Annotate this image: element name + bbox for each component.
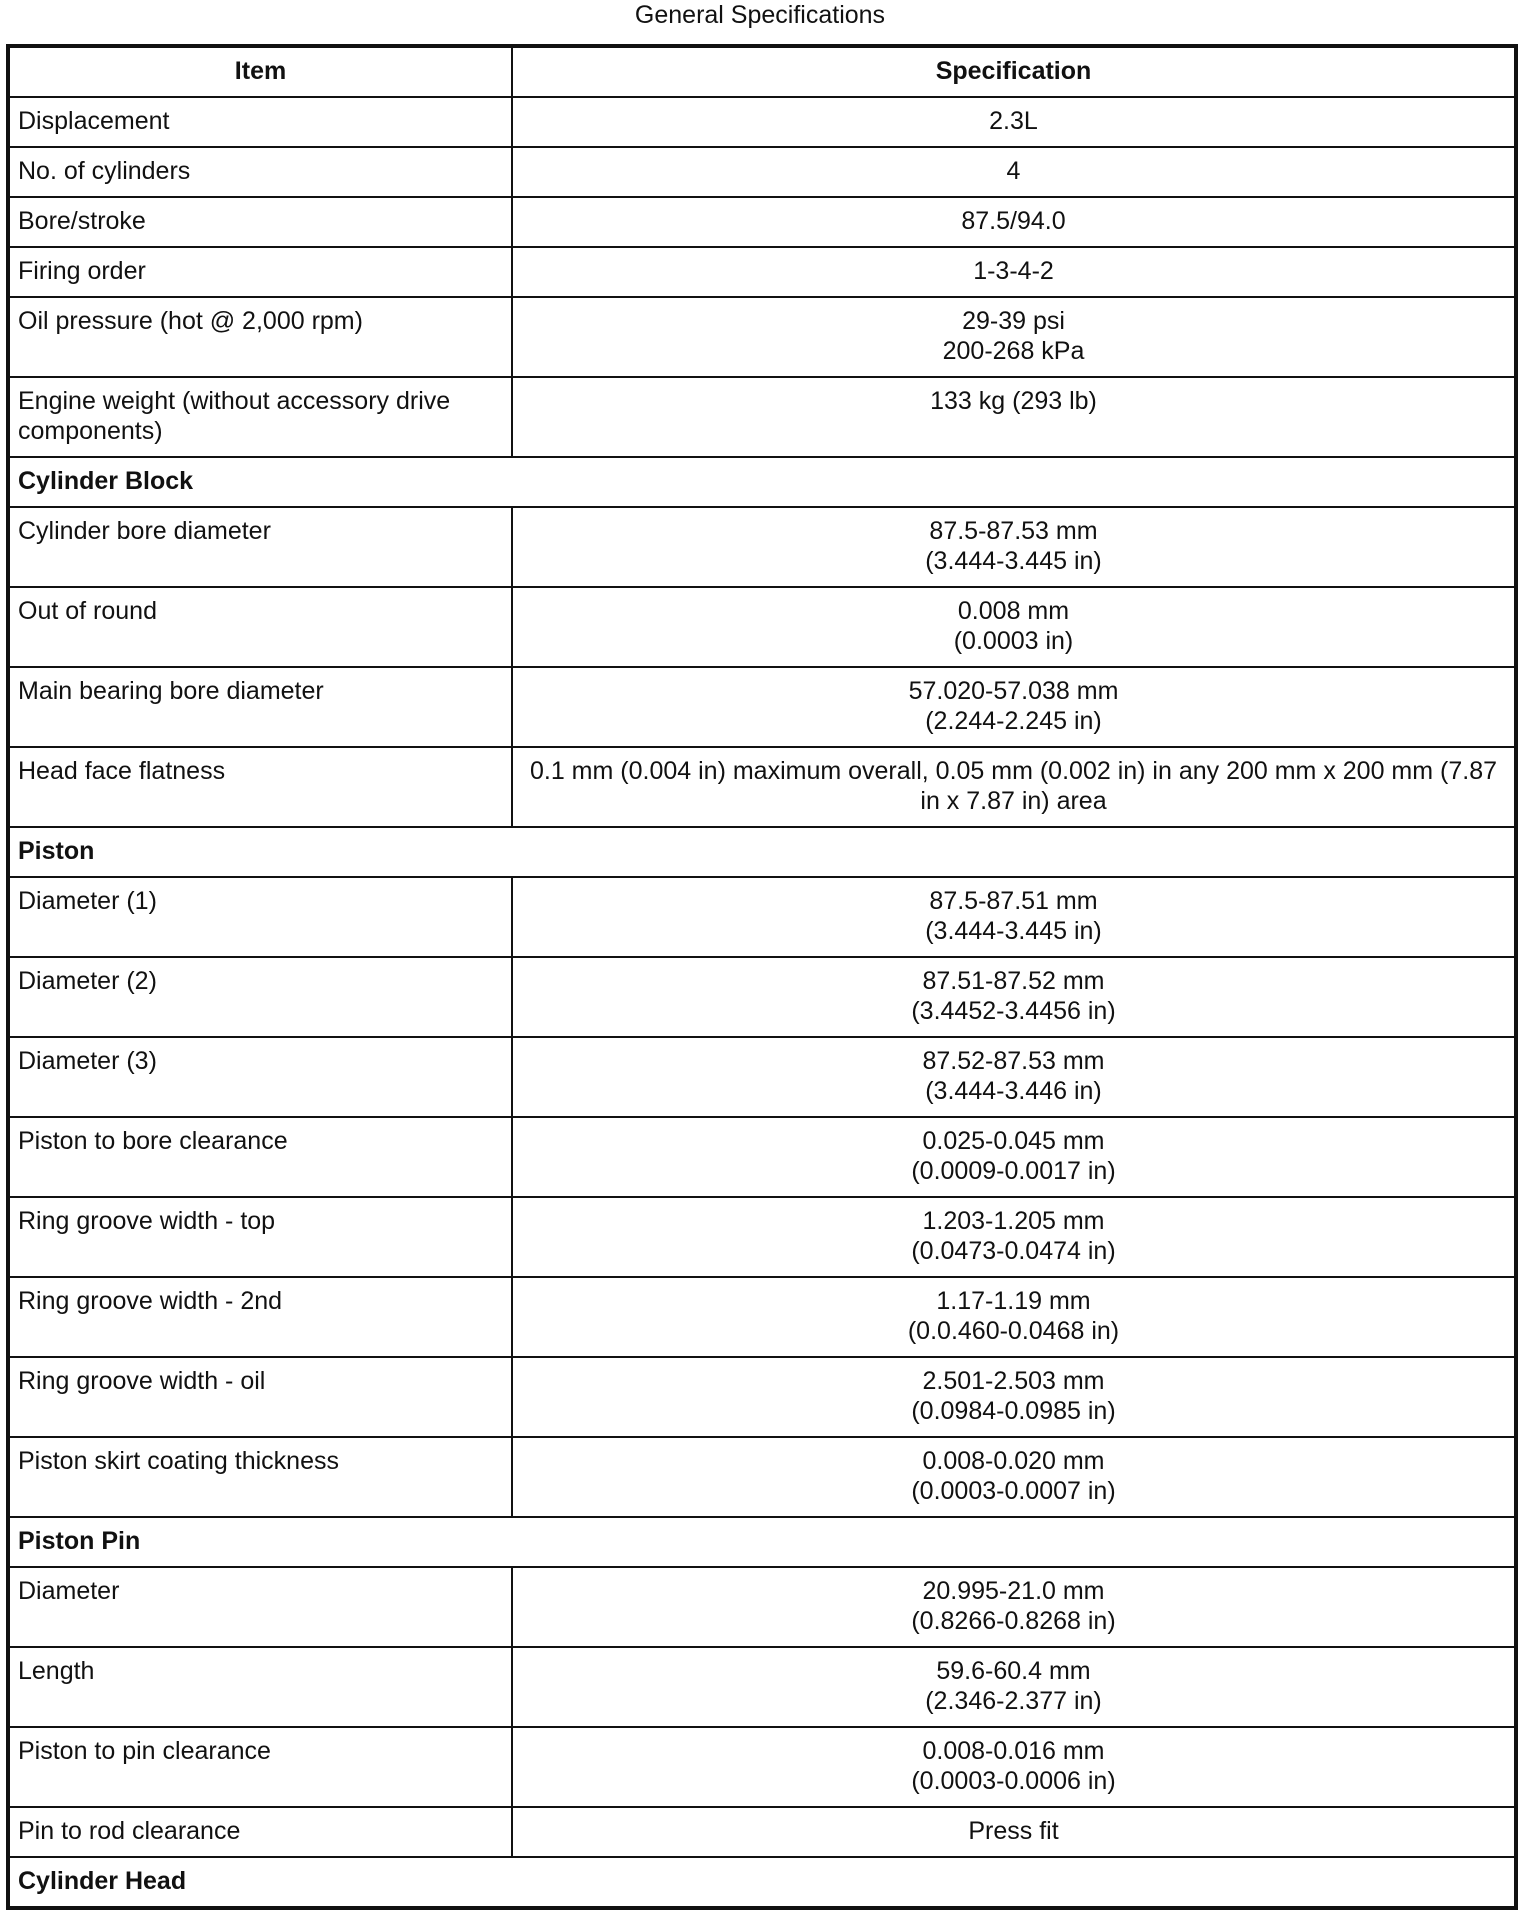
section-heading: Piston [8, 827, 1516, 877]
item-cell: Firing order [8, 247, 512, 297]
specification-cell [512, 1807, 1516, 1857]
table-row [8, 1807, 1516, 1857]
specification-line: 4 [1006, 157, 1021, 185]
specification-line: (2.346-2.377 in) [925, 1687, 1102, 1715]
specification-line: 1.17-1.19 mm [936, 1287, 1091, 1315]
item-cell: Length [8, 1647, 512, 1727]
table-row [8, 297, 1516, 377]
specification-cell [512, 1567, 1516, 1647]
table-row [8, 147, 1516, 197]
item-cell: Piston to pin clearance [8, 1727, 512, 1807]
specification-cell [512, 1727, 1516, 1807]
item-cell: Piston to bore clearance [8, 1117, 512, 1197]
specification-line: 1-3-4-2 [973, 257, 1054, 285]
table-row [8, 747, 1516, 827]
specification-line: 0.025-0.045 mm [922, 1127, 1105, 1155]
specification-cell [512, 297, 1516, 377]
specification-cell [512, 1277, 1516, 1357]
table-body [8, 97, 1516, 1908]
page-title: General Specifications [634, 1, 886, 29]
specification-line: (0.0473-0.0474 in) [911, 1237, 1116, 1265]
table-row [8, 1197, 1516, 1277]
specification-line: 29-39 psi [962, 307, 1065, 335]
specification-line: 0.1 mm (0.004 in) maximum overall, 0.05 mm (0.002 in) in any 200 mm x 200 mm (7.87 in x 7.87 in) area [529, 757, 1498, 815]
table-row [8, 197, 1516, 247]
specification-cell [512, 197, 1516, 247]
specification-cell [512, 877, 1516, 957]
specification-cell [512, 587, 1516, 667]
specification-cell [512, 247, 1516, 297]
item-cell: Displacement [8, 97, 512, 147]
specification-line: 200-268 kPa [942, 337, 1085, 365]
specification-line: 87.5/94.0 [961, 207, 1066, 235]
specification-cell [512, 1357, 1516, 1437]
item-cell: Ring groove width - top [8, 1197, 512, 1277]
table-row [8, 1117, 1516, 1197]
specification-cell [512, 747, 1516, 827]
specification-line: 2.501-2.503 mm [922, 1367, 1105, 1395]
table-row [8, 1357, 1516, 1437]
table-row [8, 1037, 1516, 1117]
table-row [8, 247, 1516, 297]
specification-line: (0.0009-0.0017 in) [911, 1157, 1116, 1185]
item-cell: Diameter (1) [8, 877, 512, 957]
item-cell: Diameter (2) [8, 957, 512, 1037]
specification-cell [512, 97, 1516, 147]
specification-line: (3.4452-3.4456 in) [911, 997, 1116, 1025]
specification-cell [512, 377, 1516, 457]
specification-line: 0.008 mm [957, 597, 1070, 625]
item-cell: Pin to rod clearance [8, 1807, 512, 1857]
item-cell: Ring groove width - 2nd [8, 1277, 512, 1357]
specification-cell [512, 1197, 1516, 1277]
item-cell: Main bearing bore diameter [8, 667, 512, 747]
table-row [8, 507, 1516, 587]
table-row [8, 1727, 1516, 1807]
specification-line: (2.244-2.245 in) [925, 707, 1102, 735]
specification-line: 0.008-0.020 mm [922, 1447, 1105, 1475]
section-row [8, 457, 1516, 507]
specification-line: Press fit [968, 1817, 1059, 1845]
specification-line: 87.5-87.51 mm [929, 887, 1098, 915]
specification-line: 0.008-0.016 mm [922, 1737, 1105, 1765]
table-row [8, 377, 1516, 457]
specification-line: (0.0003-0.0007 in) [911, 1477, 1116, 1505]
item-cell: Piston skirt coating thickness [8, 1437, 512, 1517]
table-row [8, 877, 1516, 957]
specification-line: 133 kg (293 lb) [930, 387, 1097, 415]
specification-line: 87.52-87.53 mm [922, 1047, 1105, 1075]
item-cell: Engine weight (without accessory drive components) [8, 377, 512, 457]
specification-cell [512, 147, 1516, 197]
specification-line: 87.51-87.52 mm [922, 967, 1105, 995]
header-item: Item [8, 46, 512, 97]
table-row [8, 587, 1516, 667]
table-row [8, 1647, 1516, 1727]
table-row [8, 1567, 1516, 1647]
table-row [8, 97, 1516, 147]
specification-line: (3.444-3.446 in) [925, 1077, 1102, 1105]
specification-line: (0.0003 in) [953, 627, 1074, 655]
specification-cell [512, 1437, 1516, 1517]
specification-line: (0.0984-0.0985 in) [911, 1397, 1116, 1425]
item-cell: Ring groove width - oil [8, 1357, 512, 1437]
table-row [8, 667, 1516, 747]
table-row [8, 1437, 1516, 1517]
section-heading: Cylinder Block [8, 457, 1516, 507]
specification-line: 59.6-60.4 mm [936, 1657, 1091, 1685]
specification-line: (0.0.460-0.0468 in) [907, 1317, 1120, 1345]
item-cell: Diameter (3) [8, 1037, 512, 1117]
section-row [8, 827, 1516, 877]
specification-line: 57.020-57.038 mm [908, 677, 1119, 705]
table-row [8, 1277, 1516, 1357]
specification-line: (0.0003-0.0006 in) [911, 1767, 1116, 1795]
specification-line: 87.5-87.53 mm [929, 517, 1098, 545]
specification-line: (0.8266-0.8268 in) [911, 1607, 1116, 1635]
specification-cell [512, 507, 1516, 587]
specification-line: 2.3L [989, 107, 1038, 135]
section-heading: Piston Pin [8, 1517, 1516, 1567]
specification-cell [512, 1037, 1516, 1117]
specifications-table [6, 44, 1518, 1910]
table-row [8, 957, 1516, 1037]
specification-cell [512, 957, 1516, 1037]
specification-line: 20.995-21.0 mm [922, 1577, 1105, 1605]
section-row [8, 1517, 1516, 1567]
specification-cell [512, 1117, 1516, 1197]
section-row [8, 1857, 1516, 1908]
item-cell: Oil pressure (hot @ 2,000 rpm) [8, 297, 512, 377]
specification-line: 1.203-1.205 mm [922, 1207, 1105, 1235]
section-heading: Cylinder Head [8, 1857, 1516, 1908]
item-cell: Diameter [8, 1567, 512, 1647]
specification-line: (3.444-3.445 in) [925, 547, 1102, 575]
item-cell: Cylinder bore diameter [8, 507, 512, 587]
specification-cell [512, 667, 1516, 747]
item-cell: Out of round [8, 587, 512, 667]
specification-line: (3.444-3.445 in) [925, 917, 1102, 945]
header-specification: Specification [512, 46, 1516, 97]
header-row [8, 46, 1516, 97]
item-cell: No. of cylinders [8, 147, 512, 197]
item-cell: Bore/stroke [8, 197, 512, 247]
specification-cell [512, 1647, 1516, 1727]
item-cell: Head face flatness [8, 747, 512, 827]
